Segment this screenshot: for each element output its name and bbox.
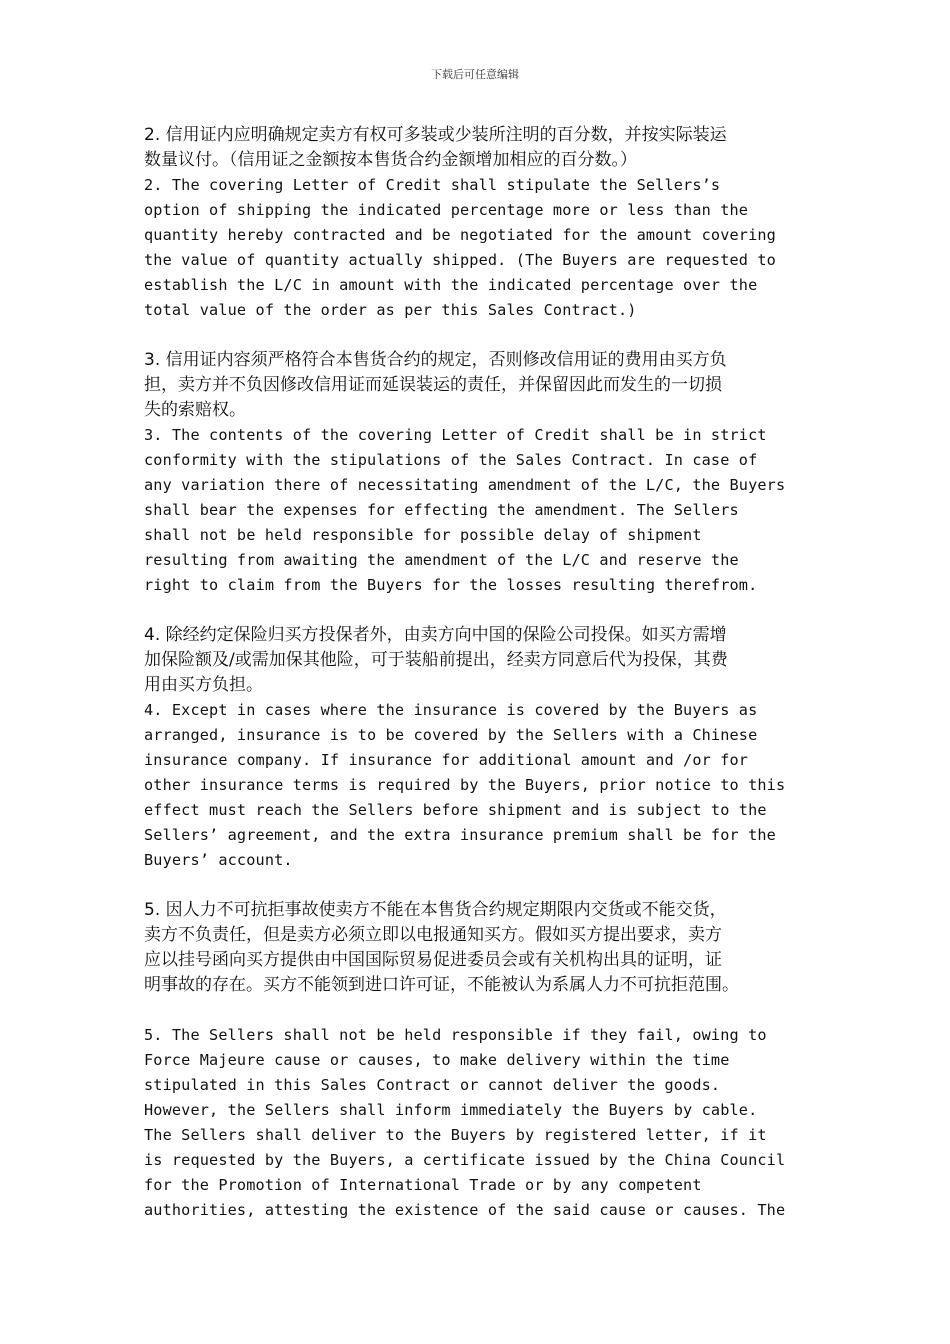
clause-4 xyxy=(144,623,816,873)
clause-3-english: 3. The contents of the covering Letter of Credit shall be in strict conformity with the stipulations of the Sales Contract. In case of any variation there of necessitating amendment of the L/C, the Buyers shall bear the expenses for effecting the amendment. The Sellers shall not be held responsible for possible delay of shipment resulting from awaiting the amendment of the L/C and reserve the right to claim from the Buyers for the losses resulting therefrom. xyxy=(144,426,786,594)
clause-4-english: 4. Except in cases where the insurance is covered by the Buyers as arranged, insurance is to be covered by the Sellers with a Chinese insurance company. If insurance for additional amount and /or for other insurance terms is required by the Buyers, prior notice to this effect must reach the Sellers before shipment and is subject to the Sellers’ agreement, and the extra insurance premium shall be for the Buyers’ account. xyxy=(144,701,786,869)
clause-2-chinese: 2. 信用证内应明确规定卖方有权可多装或少装所注明的百分数，并按实际装运 数量议付。（信用证之金额按本售货合约金额增加相应的百分数。） xyxy=(144,125,727,170)
clause-2 xyxy=(144,123,816,323)
clause-3 xyxy=(144,348,816,598)
clause-5-chinese: 5. 因人力不可抗拒事故使卖方不能在本售货合约规定期限内交货或不能交货， 卖方不负责任，但是卖方必须立即以电报通知买方。假如买方提出要求，卖方 应以挂号函向买方提供由中国国际贸易促进委员会或有关机构出具的证明，证 明事故的存在。买方不能领到进口许可证，不能被认为系属人力不可抗拒范围。 xyxy=(144,900,739,995)
clause-2-english: 2. The covering Letter of Credit shall stipulate the Sellers’s option of shipping the indicated percentage more or less than the quantity hereby contracted and be negotiated for the amount covering the value of quantity actually shipped. (The Buyers are requested to establish the L/C in amount with the indicated percentage over the total value of the order as per this Sales Contract.) xyxy=(144,176,776,319)
contract-body xyxy=(144,123,816,1248)
clause-5-chinese-block xyxy=(144,898,816,998)
clause-5-english: 5. The Sellers shall not be held responsible if they fail, owing to Force Majeure cause or causes, to make delivery within the time stipulated in this Sales Contract or cannot deliver the goods. However, the Sellers shall inform immediately the Buyers by cable. The Sellers shall deliver to the Buyers by registered letter, if it is requested by the Buyers, a certificate issued by the China Council for the Promotion of International Trade or by any competent authorities, attesting the existence of the said cause or causes. The xyxy=(144,1026,786,1219)
clause-5-english-block xyxy=(144,1023,816,1223)
clause-4-chinese: 4. 除经约定保险归买方投保者外，由卖方向中国的保险公司投保。如买方需增 加保险额及/或需加保其他险，可于装船前提出，经卖方同意后代为投保，其费 用由买方负担。 xyxy=(144,625,728,695)
header-note: 下载后可任意编辑 xyxy=(431,68,519,81)
clause-3-chinese: 3. 信用证内容须严格符合本售货合约的规定，否则修改信用证的费用由买方负 担，卖方并不负因修改信用证而延误装运的责任，并保留因此而发生的一切损 失的索赔权。 xyxy=(144,350,727,420)
